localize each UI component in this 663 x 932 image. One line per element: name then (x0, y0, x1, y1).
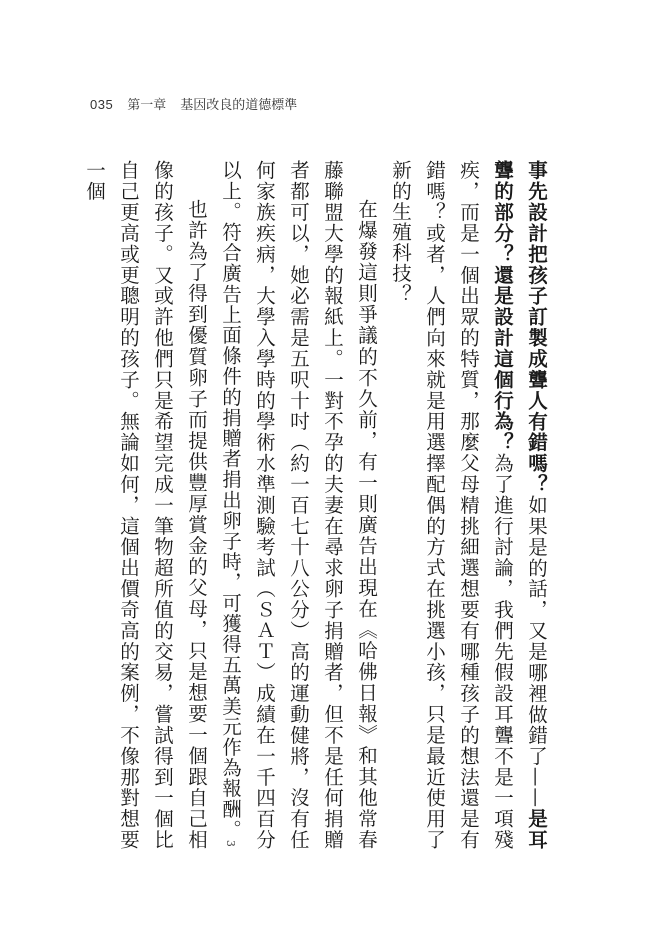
footnote-reference: 3 (224, 839, 237, 847)
chapter-label: 第一章 (127, 98, 167, 113)
paragraph-2 (213, 160, 383, 850)
paragraph-3-text: 也許為了得到優質卵子而提供豐厚賞金的父母，只是想要一個跟自己相像的孩子。又或許他們只是希望完成一筆物超所值的交易，嘗試得到一個比自己更高或更聰明的孩子。無論如何，這個出價奇高的案例，不像那對想要一個 (83, 160, 208, 850)
paragraph-2-text: 在爆發這則爭議的不久前，有一則廣告出現在《哈佛日報》和其他常春藤聯盟大學的報紙上。一對不孕的夫妻在尋求卵子捐贈者，但不是任何捐贈者都可以，她必需是五呎十吋（約一百七十八公分）高的運動健將，沒有任何家族疾病，大學入學時的學術水準測驗考試（ＳＡＴ）成績在一千四百分以上。符合廣告上面條件的捐贈者捐出卵子時，可獲得五萬美元作為報酬。 (219, 160, 378, 850)
chapter-title: 基因改良的道德標準 (180, 98, 298, 113)
bold-question: 事先設計把孩子訂製成聾人有錯嗎？ (525, 160, 548, 495)
paragraph-1 (383, 160, 553, 850)
paragraph-1-text-a: 如果是的話，又是哪裡做錯了—— (525, 494, 548, 809)
body-text (77, 160, 553, 850)
paragraph-3 (77, 160, 213, 850)
bold-clause: 是耳聾的部分？還是設計這個行為？ (491, 160, 548, 850)
page-number: 035 (90, 97, 114, 112)
paragraph-1-text-b: 為了進行討論，我們先假設耳聾不是一項殘疾，而是一個出眾的特質，那麼父母精挑細選想要有哪種孩子的想法還是有錯嗎？或者，人們向來就是用選擇配偶的方式在挑選小孩，只是最近使用了新的生殖科技？ (389, 160, 514, 850)
running-header (90, 94, 297, 113)
